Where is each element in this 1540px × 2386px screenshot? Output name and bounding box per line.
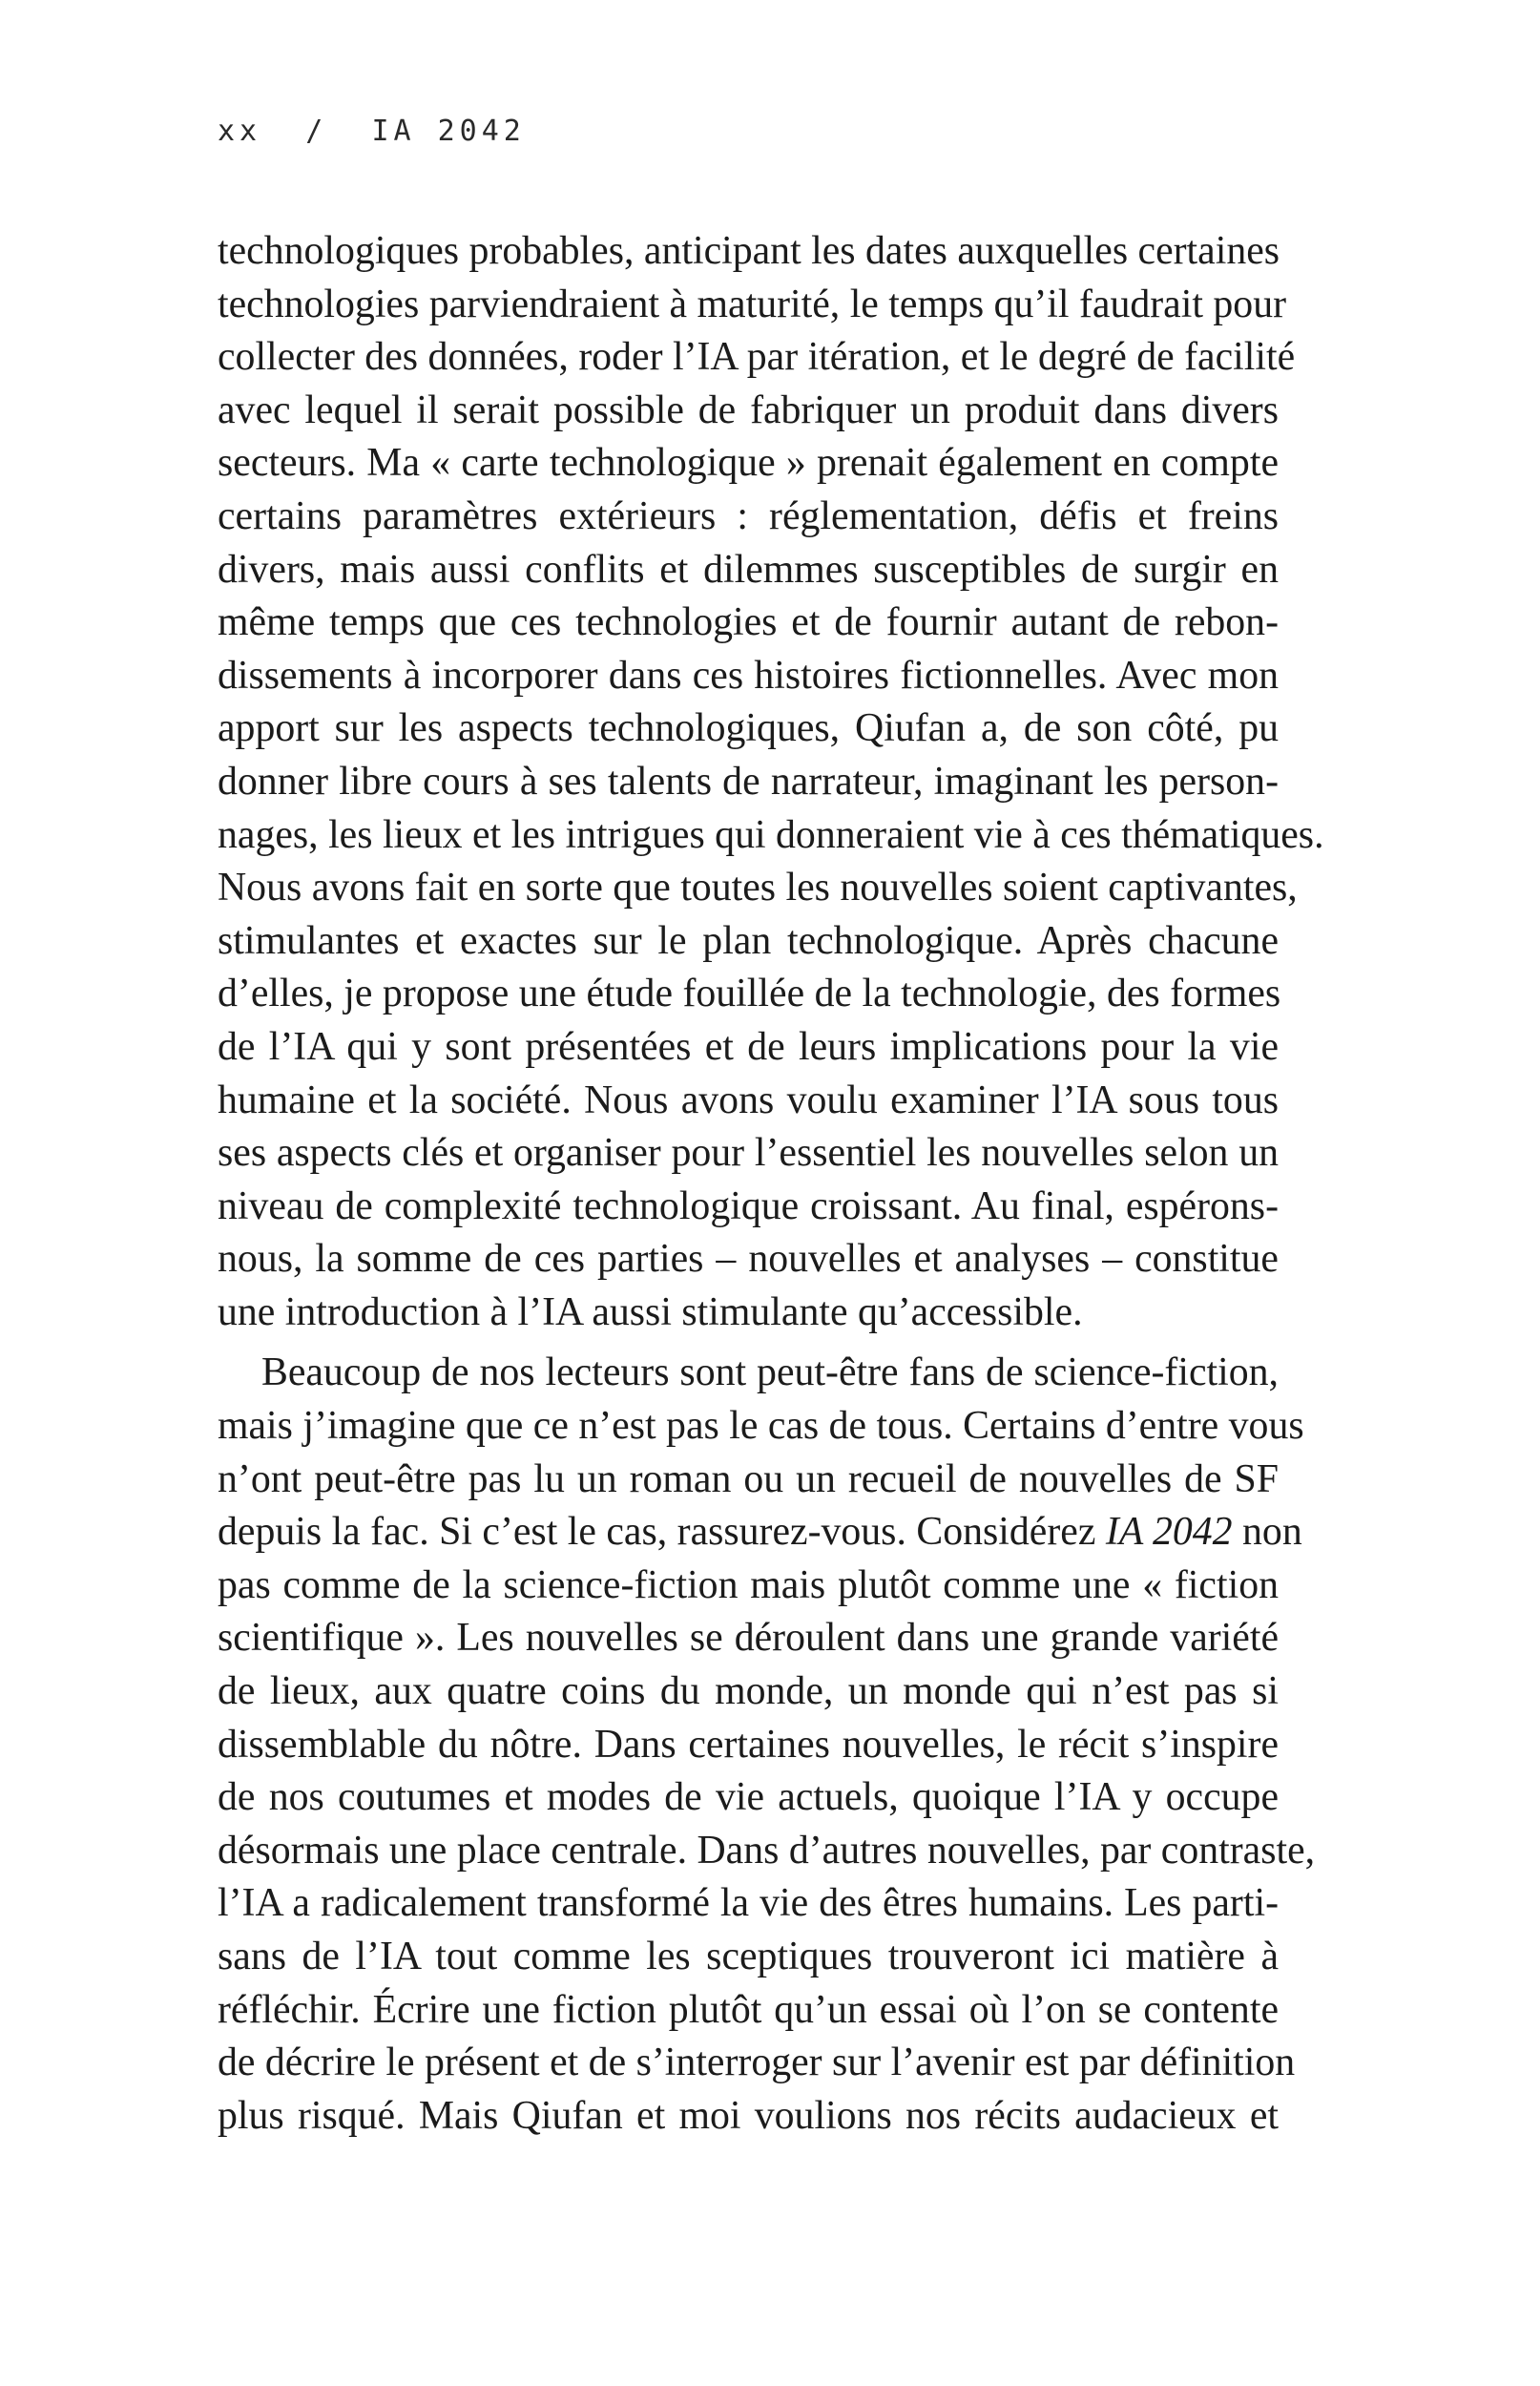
text-line: technologiques probables, anticipant les dates auxquelles certaines: [218, 229, 1280, 273]
text-line: certains paramètres extérieurs : réglementation, défis et freins: [218, 493, 1279, 538]
text-line: plus risqué. Mais Qiufan et moi voulions nos récits audacieux et: [218, 2093, 1279, 2138]
text-line: scientifique ». Les nouvelles se déroulent dans une grande variété: [218, 1616, 1279, 1661]
text-line: avec lequel il serait possible de fabriquer un produit dans divers: [218, 387, 1279, 432]
text-line: nous, la somme de ces parties – nouvelles et analyses – constitue: [218, 1237, 1279, 1282]
text-line: sans de l’IA tout comme les sceptiques trouveront ici matière à: [218, 1935, 1279, 1978]
page-folio: xx: [218, 115, 262, 148]
text-line: de décrire le présent et de s’interroger sur l’avenir est par définition: [218, 2041, 1296, 2085]
text-line: désormais une place centrale. Dans d’autres nouvelles, par contraste,: [218, 1828, 1316, 1873]
text-line: apport sur les aspects technologiques, Qiufan a, de son côté, pu: [218, 706, 1279, 751]
running-header: [218, 115, 526, 148]
line-text-after: non: [1232, 1510, 1302, 1555]
text-line: niveau de complexité technologique croissant. Au final, espérons-: [218, 1183, 1279, 1228]
running-title: IA 2042: [371, 115, 526, 148]
book-title-italic: IA 2042: [1105, 1510, 1233, 1555]
text-line: de nos coutumes et modes de vie actuels, quoique l’IA y occupe: [218, 1775, 1279, 1820]
text-line: Nous avons fait en sorte que toutes les nouvelles soient captivantes,: [218, 866, 1298, 910]
text-line: humaine et la société. Nous avons voulu examiner l’IA sous tous: [218, 1078, 1279, 1122]
text-line: Beaucoup de nos lecteurs sont peut-être fans de science-fiction,: [261, 1350, 1279, 1395]
text-line: divers, mais aussi conflits et dilemmes susceptibles de surgir en: [218, 547, 1279, 592]
text-line: pas comme de la science-fiction mais plutôt comme une « fiction: [218, 1562, 1279, 1607]
text-line: de l’IA qui y sont présentées et de leurs implications pour la vie: [218, 1024, 1279, 1069]
text-line: ses aspects clés et organiser pour l’essentiel les nouvelles selon un: [218, 1131, 1279, 1176]
text-line: secteurs. Ma « carte technologique » prenait également en compte: [218, 441, 1279, 486]
paragraph: [218, 225, 1324, 1339]
text-line: dissements à incorporer dans ces histoires fictionnelles. Avec mon: [218, 653, 1279, 698]
paragraph-gap: [218, 1339, 1279, 1347]
text-line: collecter des données, roder l’IA par itération, et le degré de facilité: [218, 335, 1296, 380]
text-line: technologies parviendraient à maturité, le temps qu’il faudrait pour: [218, 282, 1287, 326]
text-line: d’elles, je propose une étude fouillée de la technologie, des formes: [218, 972, 1281, 1016]
text-line: une introduction à l’IA aussi stimulante qu’accessible.: [218, 1289, 1083, 1334]
paragraph: [218, 1347, 1316, 2143]
text-line: donner libre cours à ses talents de narrateur, imaginant les person-: [218, 759, 1279, 804]
text-line: nages, les lieux et les intrigues qui donneraient vie à ces thématiques.: [218, 812, 1324, 857]
text-line: réfléchir. Écrire une fiction plutôt qu’un essai où l’on se contente: [218, 1987, 1279, 2032]
text-line: même temps que ces technologies et de fournir autant de rebon-: [218, 600, 1279, 645]
text-line: de lieux, aux quatre coins du monde, un monde qui n’est pas si: [218, 1669, 1279, 1714]
text-line: stimulantes et exactes sur le plan technologique. Après chacune: [218, 918, 1279, 963]
text-line: l’IA a radicalement transformé la vie des êtres humains. Les parti-: [218, 1881, 1279, 1926]
line-text-before: depuis la fac. Si c’est le cas, rassurez-vous. Considérez: [218, 1510, 1106, 1555]
header-separator: /: [305, 115, 328, 148]
body-text: [218, 225, 1324, 2143]
text-line: n’ont peut-être pas lu un roman ou un recueil de nouvelles de SF: [218, 1456, 1279, 1501]
text-line: [218, 1506, 1302, 1559]
text-line: dissemblable du nôtre. Dans certaines nouvelles, le récit s’inspire: [218, 1722, 1279, 1767]
text-line: mais j’imagine que ce n’est pas le cas de tous. Certains d’entre vous: [218, 1404, 1304, 1449]
